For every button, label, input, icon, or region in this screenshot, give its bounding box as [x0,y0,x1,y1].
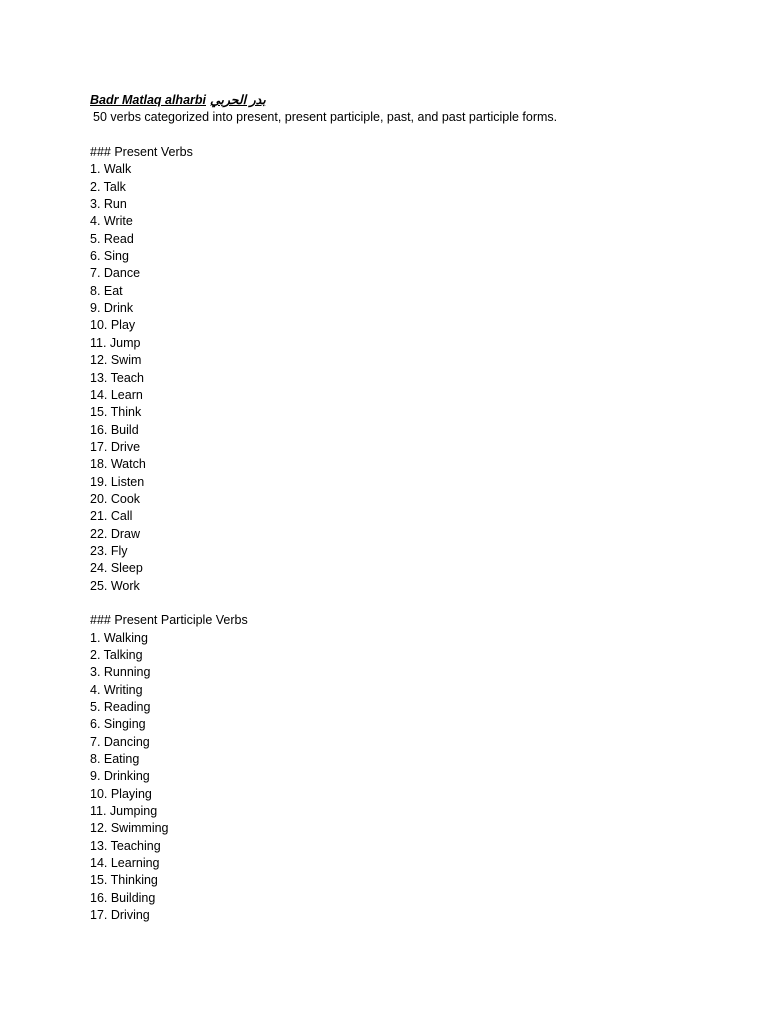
list-item: 4. Write [90,214,133,229]
list-item: 3. Running [90,665,151,680]
list-item: 24. Sleep [90,561,143,576]
section-heading-present-participle: ### Present Participle Verbs [90,613,248,628]
list-item: 8. Eating [90,752,140,767]
list-item: 23. Fly [90,543,128,558]
list-item: 3. Run [90,197,127,212]
list-item: 10. Play [90,318,136,333]
list-item: 16. Building [90,890,156,905]
list-item: 1. Walking [90,630,148,645]
list-item: 13. Teach [90,370,144,385]
list-item: 17. Driving [90,908,150,923]
list-item: 15. Think [90,405,142,420]
list-item: 11. Jump [90,335,141,350]
list-item: 5. Read [90,231,134,246]
list-item: 20. Cook [90,491,141,506]
list-item: 4. Writing [90,682,143,697]
list-item: 5. Reading [90,700,151,715]
list-item: 15. Thinking [90,873,158,888]
list-item: 11. Jumping [90,804,158,819]
author-name-arabic: بدر الحربي [210,93,266,107]
list-item: 7. Dance [90,266,141,281]
list-item: 2. Talk [90,179,126,194]
list-item: 18. Watch [90,457,146,472]
list-item: 13. Teaching [90,838,161,853]
list-item: 22. Draw [90,526,141,541]
list-item: 17. Drive [90,439,141,454]
list-item: 2. Talking [90,648,143,662]
present-participle-verbs-list [90,630,730,925]
list-item: 12. Swim [90,353,142,368]
list-item: 12. Swimming [90,821,169,836]
document-body [90,92,730,925]
list-item: 9. Drink [90,301,134,316]
list-item: 7. Dancing [90,734,150,749]
list-item: 19. Listen [90,474,145,489]
document-title [90,92,730,109]
list-item: 8. Eat [90,283,123,298]
list-item: 14. Learn [90,387,143,402]
list-item: 10. Playing [90,786,152,801]
present-verbs-list [90,161,730,595]
blank-line [90,595,730,612]
author-name-latin: Badr Matlaq alharbi [90,93,206,107]
list-item: 6. Sing [90,249,129,264]
blank-line [90,127,730,144]
list-item: 9. Drinking [90,769,150,784]
list-item: 1. Walk [90,162,132,177]
list-item: 6. Singing [90,717,146,732]
list-item: 21. Call [90,509,133,524]
list-item: 16. Build [90,422,139,437]
list-item: 25. Work [90,578,140,593]
section-heading-present: ### Present Verbs [90,145,193,160]
list-item: 14. Learning [90,856,160,871]
intro-paragraph: 50 verbs categorized into present, present participle, past, and past participle forms. [93,110,558,125]
